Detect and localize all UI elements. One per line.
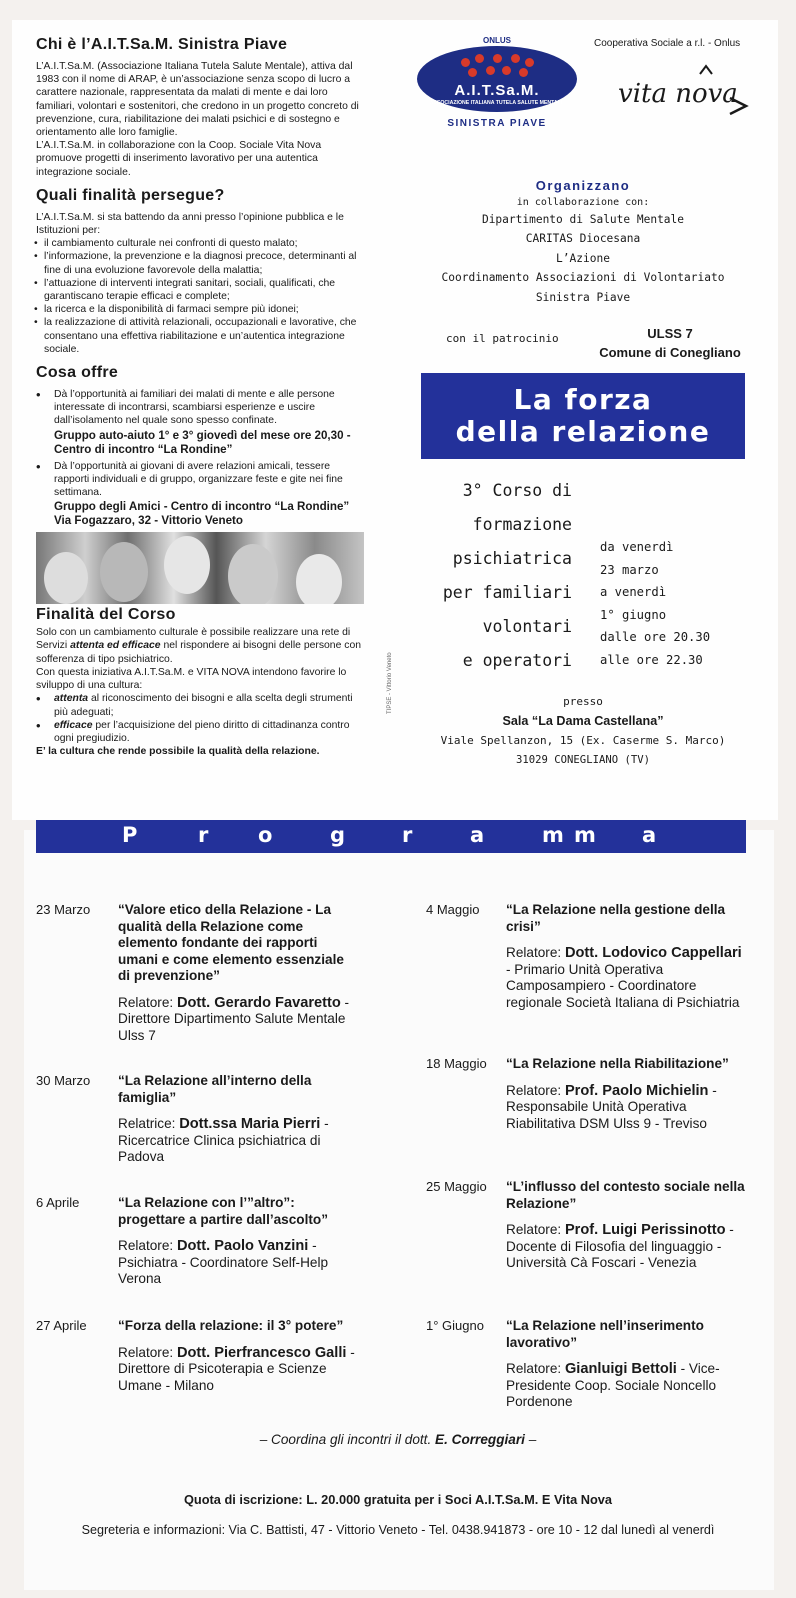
speaker-desc: - Docente di Filosofia del linguaggio - Università Cà Foscari - Venezia	[506, 1222, 734, 1270]
course-line: 3° Corso di	[462, 481, 572, 500]
event-date: 25 Maggio	[426, 1179, 487, 1194]
logo-branch: SINISTRA PIAVE	[447, 118, 547, 129]
text-part: Solo con un cambiamento culturale è possibile realizzare una rete di Servizi	[36, 627, 351, 652]
course-line: volontari	[482, 617, 572, 636]
date-line: a venerdì	[600, 585, 667, 600]
date-line: 23 marzo	[600, 562, 659, 577]
gruppo-amici: Gruppo degli Amici - Centro di incontro “La Rondine” Via Fogazzaro, 32 - Vittorio Veneto	[54, 500, 350, 528]
event-body	[506, 1318, 746, 1411]
organizer-item: Dipartimento di Salute Mentale	[481, 212, 685, 226]
speaker-role: Relatore:	[506, 945, 562, 960]
course-line: e operatori	[462, 651, 572, 670]
date-line: alle ore 22.30	[600, 652, 703, 667]
programma-letter: g	[330, 823, 346, 847]
fee-info: Quota di iscrizione: L. 20.000 gratuita per i Soci A.I.T.Sa.M. E Vita Nova	[183, 1492, 613, 1507]
programma-letter: a	[642, 823, 657, 847]
section-text: L’A.I.T.Sa.M. (Associazione Italiana Tutela Salute Mentale), attiva dal 1983 con il nome di ARAP, è un’associazione senza scopo di lucro a carattere nazionale, rappresentata da malati di mente e dai loro familiari, volontari e sostenitori, che credono in un progetto concreto di prevenzione, cura, riabilitazione dei malati psichici e di sostegno e orientamento alle loro famiglie.	[36, 61, 359, 139]
coordinator-name: E. Correggiari	[435, 1432, 525, 1447]
section-text: L’A.I.T.Sa.M. in collaborazione con la Coop. Sociale Vita Nova promuove progetti di inserimento lavorativo per una autentica integrazione sociale.	[36, 140, 322, 178]
section-title-corso: Finalità del Corso	[36, 606, 176, 624]
event-body	[118, 1195, 358, 1288]
gruppo-auto-aiuto: Gruppo auto-aiuto 1° e 3° giovedì del mese ore 20,30 - Centro di incontro “La Rondine”	[54, 428, 351, 456]
speaker-name: Dott. Paolo Vanzini	[176, 1238, 309, 1254]
group-photo	[36, 532, 364, 604]
event-date: 6 Aprile	[36, 1195, 80, 1210]
list-item	[36, 692, 364, 718]
date-line: da venerdì	[600, 540, 674, 554]
patron-item: Comune di Conegliano	[599, 345, 741, 360]
banner-line: La forza	[513, 383, 653, 416]
coordinator-line	[0, 1432, 796, 1447]
organizers-title: Organizzano	[535, 178, 631, 193]
event-body	[118, 1318, 358, 1394]
venue-presso: presso	[563, 695, 603, 708]
speaker-desc: - Psichiatra - Coordinatore Self-Help Verona	[118, 1238, 329, 1286]
section-text: Con questa iniziativa A.I.T.Sa.M. e VITA NOVA intendono favorire lo sviluppo di una cultura:	[36, 666, 347, 692]
event-title: “Valore etico della Relazione - La qualità della Relazione come elemento fondante dei rapporti umani e come elemento essenziale di prevenzione”	[118, 902, 344, 983]
section-title-chi: Chi è l’A.I.T.Sa.M. Sinistra Piave	[36, 36, 288, 53]
speaker-role: Relatore:	[118, 1344, 174, 1360]
list-item: • la realizzazione di attività relazionali, occupazionali e lavorative, che consentano una effettiva riabilitazione e un’autentica integrazione sociale.	[36, 316, 364, 356]
date-line: 1° giugno	[600, 607, 667, 622]
event-body	[506, 1179, 746, 1272]
speaker-desc: - Responsabile Unità Operativa Riabilitativa DSM Ulss 9 - Treviso	[506, 1082, 717, 1131]
event-date: 27 Aprile	[36, 1318, 87, 1333]
emphasis: attenta	[54, 693, 89, 705]
speaker-role: Relatore:	[506, 1082, 562, 1098]
event-title: “La Relazione nella Riabilitazione”	[506, 1056, 729, 1071]
closing-statement: E’ la cultura che rende possibile la qualità della relazione.	[36, 746, 320, 758]
speaker-name: Dott. Lodovico Cappellari	[564, 945, 742, 961]
venue	[420, 692, 746, 770]
left-column	[36, 36, 364, 758]
printer-credit: TIPSE - Vittorio Veneto	[387, 652, 393, 714]
list-item: • Dà l’opportunità ai familiari dei malati di mente e alle persone interessate di incontrarsi, scambiarsi esperienze e uscire dall’isolamento nel quale sono spesso confinate.	[36, 388, 364, 428]
event-speaker	[506, 1361, 746, 1411]
logo-name: A.I.T.Sa.M.	[454, 82, 540, 99]
patron-item: ULSS 7	[647, 326, 693, 341]
list-item: • Dà l’opportunità ai giovani di avere relazioni amicali, tessere rapporti individuali e di gruppo, organizzare feste e gite nei fine settimana.	[36, 460, 364, 500]
contact-info: Segreteria e informazioni: Via C. Battisti, 47 - Vittorio Veneto - Tel. 0438.941873 - ore 10 - 12 dal lunedì al venerdì	[81, 1523, 715, 1537]
speaker-name: Dott. Gerardo Favaretto	[176, 994, 341, 1011]
vita-nova-logo	[612, 56, 752, 126]
organizers	[420, 176, 746, 307]
organizer-item: L’Azione	[556, 251, 610, 265]
speaker-name: Gianluigi Bettoli	[564, 1361, 677, 1377]
text-part: per l’acquisizione del pieno diritto di cittadinanza contro ogni pregiudizio.	[54, 719, 350, 744]
organizer-item: Coordinamento Associazioni di Volontariato	[441, 271, 725, 284]
event-speaker	[118, 995, 358, 1045]
course-line: psichiatrica	[452, 549, 572, 568]
event-date: 23 Marzo	[36, 902, 91, 917]
event-body	[506, 902, 746, 1011]
event-body	[506, 1056, 746, 1132]
speaker-role: Relatore:	[506, 1222, 562, 1237]
event-date: 1° Giugno	[426, 1318, 484, 1333]
section-text	[36, 626, 364, 666]
programma-letter: o	[258, 823, 273, 847]
organizer-item: CARITAS Diocesana	[525, 232, 641, 245]
course-description	[424, 474, 572, 678]
people-icon	[453, 54, 543, 78]
logo-subtitle: ASSOCIAZIONE ITALIANA TUTELA SALUTE MENTALE	[429, 100, 565, 106]
speaker-name: Prof. Paolo Michielin	[564, 1082, 709, 1099]
offre-list	[36, 460, 364, 500]
programma-letter: m	[542, 823, 564, 847]
list-item: • la ricerca e la disponibilità di farmaci sempre più idonei;	[36, 303, 364, 316]
speaker-name: Dott.ssa Maria Pierri	[179, 1116, 321, 1132]
list-item: • l’attuazione di interventi integrati sanitari, sociali, qualificati, che garantiscano terapie efficaci e complete;	[36, 277, 364, 303]
patrons	[590, 324, 750, 362]
event-date: 4 Maggio	[426, 902, 480, 917]
event-speaker	[118, 1238, 358, 1288]
event-title: “La Relazione nell’inserimento lavorativo”	[506, 1318, 704, 1350]
event-title: “La Relazione nella gestione della crisi”	[506, 902, 726, 934]
course-dates	[600, 536, 710, 672]
event-date: 30 Marzo	[36, 1073, 91, 1088]
logo-oval	[417, 46, 577, 112]
coop-label: Cooperativa Sociale a r.l. - Onlus	[594, 38, 741, 49]
list-item: • l’informazione, la prevenzione e la diagnosi precoce, determinanti al fine di una evoluzione favorevole della malattia;	[36, 250, 364, 276]
banner-line: della relazione	[455, 415, 711, 448]
event-date: 18 Maggio	[426, 1056, 487, 1071]
speaker-role: Relatore:	[118, 994, 174, 1010]
aitsam-logo	[416, 36, 578, 146]
programma-letter: r	[198, 823, 209, 847]
list-item: • il cambiamento culturale nei confronti di questo malato;	[36, 237, 364, 250]
venue-city: 31029 CONEGLIANO (TV)	[516, 753, 650, 766]
emphasis: efficace	[54, 719, 93, 731]
event-title: “La Relazione all’interno della famiglia”	[118, 1073, 312, 1105]
text-part: nel rispondere ai bisogni delle persone con sofferenza di tipo psichiatrico.	[36, 640, 362, 665]
organizer-item: Sinistra Piave	[535, 290, 631, 304]
speaker-role: Relatore:	[506, 1361, 562, 1376]
section-text: L’A.I.T.Sa.M. si sta battendo da anni presso l’opinione pubblica e le Istituzioni per:	[36, 211, 344, 237]
course-line: per familiari	[442, 583, 572, 602]
programma-letter: m	[574, 823, 596, 847]
section-title-offre: Cosa offre	[36, 364, 119, 382]
venue-name: Sala “La Dama Castellana”	[502, 713, 664, 728]
event-title: “La Relazione con l’”altro”: progettare a partire dall’ascolto”	[118, 1195, 329, 1227]
event-speaker	[118, 1345, 358, 1395]
cultura-list	[36, 692, 364, 745]
programma-letter: a	[470, 823, 485, 847]
speaker-role: Relatore:	[118, 1238, 174, 1253]
coordinator-pre: – Coordina gli incontri il dott.	[259, 1432, 436, 1447]
event-speaker	[506, 945, 746, 1011]
programma-letter: P	[122, 823, 138, 847]
event-speaker	[506, 1083, 746, 1133]
collab-label: in collaborazione con:	[516, 196, 650, 208]
programma-letter: r	[402, 823, 413, 847]
finalita-list	[36, 237, 364, 356]
vita-nova-wordmark: vita nova	[618, 79, 738, 109]
list-item	[36, 719, 364, 745]
speaker-name: Prof. Luigi Perissinotto	[564, 1222, 726, 1238]
speaker-desc: - Vice-Presidente Coop. Sociale Noncello Pordenone	[506, 1361, 720, 1409]
speaker-desc: - Direttore di Psicoterapia e Scienze Umane - Milano	[118, 1344, 355, 1393]
event-body	[118, 1073, 358, 1166]
speaker-desc: - Ricercatrice Clinica psichiatrica di Padova	[118, 1116, 329, 1164]
patrocinio-label: con il patrocinio	[446, 332, 559, 345]
speaker-desc: - Direttore Dipartimento Salute Mentale Ulss 7	[118, 994, 350, 1043]
programma-banner	[36, 820, 746, 853]
text-part: al riconoscimento dei bisogni e alla scelta degli strumenti più adeguati;	[54, 693, 353, 718]
section-title-finalita: Quali finalità persegue?	[36, 186, 225, 204]
speaker-desc: - Primario Unità Operativa Camposampiero - Coordinatore regionale Società Italiana di Psichiatria	[506, 961, 740, 1010]
event-title: “L’influsso del contesto sociale nella Relazione”	[506, 1179, 745, 1211]
event-speaker	[118, 1116, 358, 1166]
title-banner	[421, 373, 745, 459]
speaker-role: Relatrice:	[118, 1116, 176, 1131]
speaker-name: Dott. Pierfrancesco Galli	[176, 1344, 347, 1361]
coordinator-post: –	[524, 1432, 537, 1447]
offre-list	[36, 388, 364, 428]
event-body	[118, 902, 358, 1044]
date-line: dalle ore 20.30	[600, 630, 711, 645]
course-line: formazione	[472, 515, 572, 534]
emphasis: attenta ed efficace	[70, 640, 161, 652]
event-title: “Forza della relazione: il 3° potere”	[118, 1318, 344, 1333]
event-speaker	[506, 1222, 746, 1272]
logo-onlus: ONLUS	[483, 36, 511, 45]
venue-address: Viale Spellanzon, 15 (Ex. Caserme S. Marco)	[440, 734, 726, 747]
